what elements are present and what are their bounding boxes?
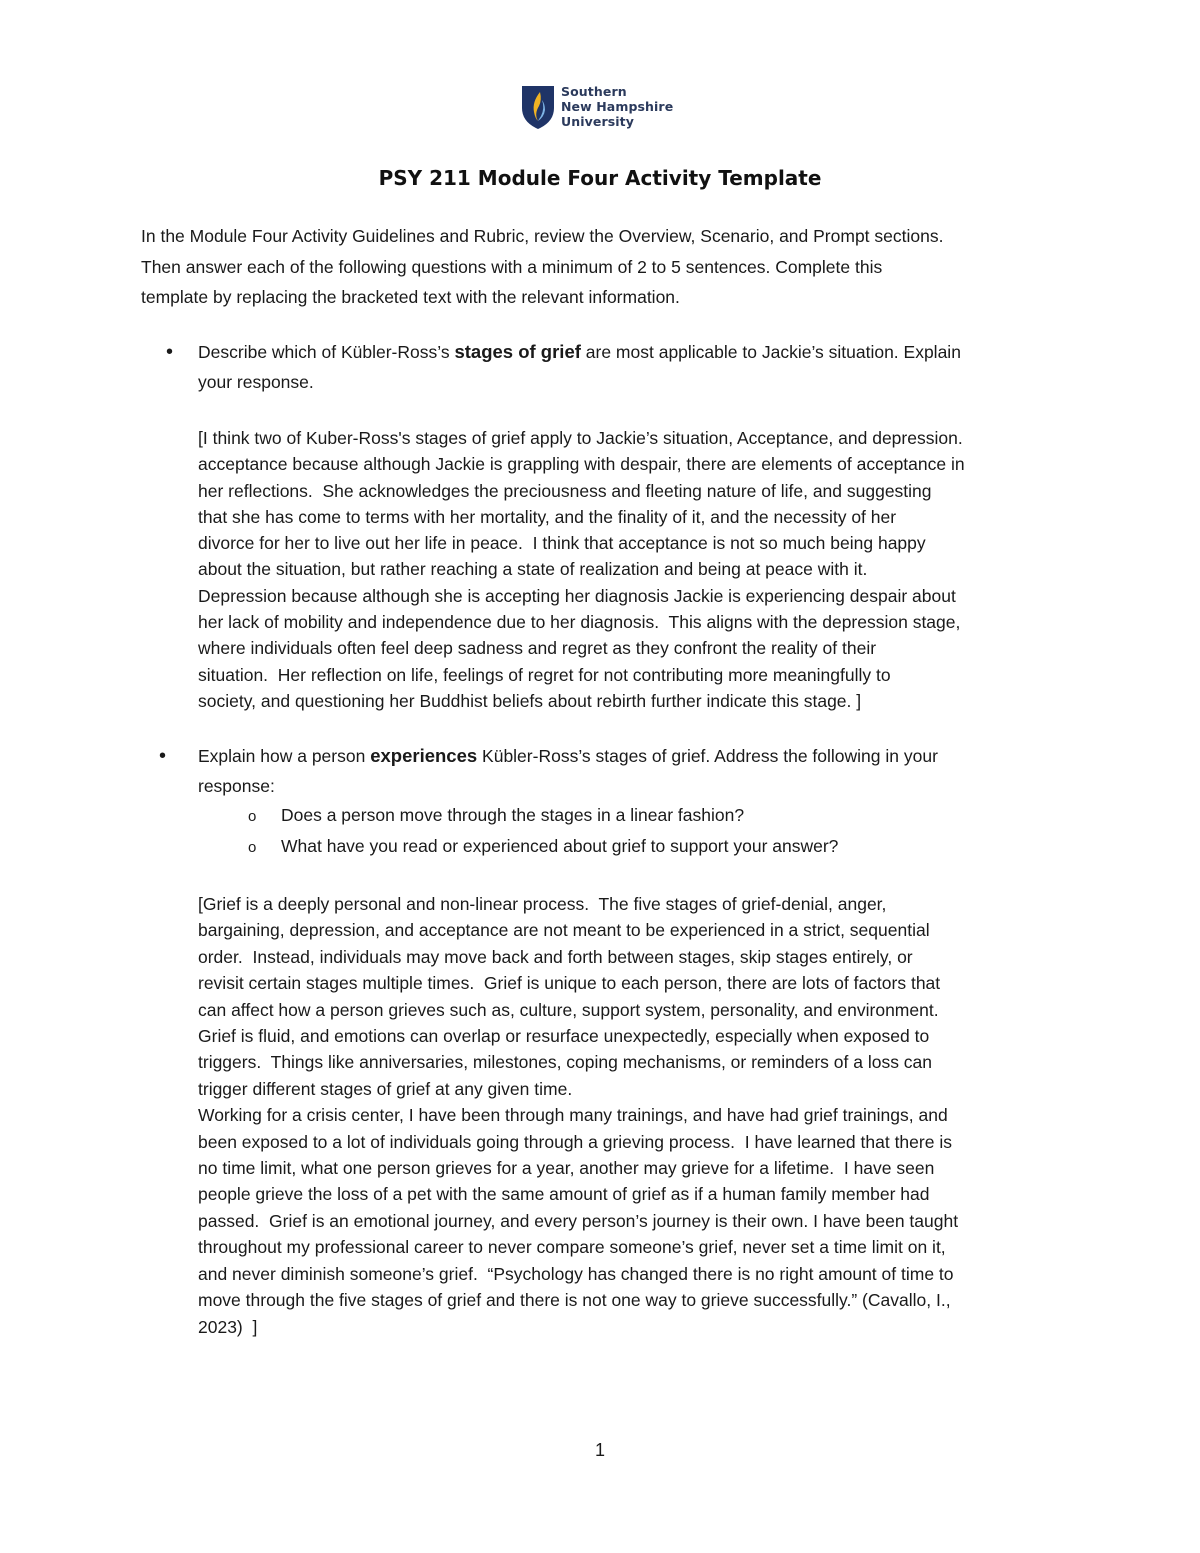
answer-line: situation. Her reflection on life, feelings of regret for not contributing more meaningfully to xyxy=(198,664,891,685)
answer-line: move through the five stages of grief and there is not one way to grieve successfully.” (Cavallo, I., xyxy=(198,1290,951,1311)
answer-line: 2023) ] xyxy=(198,1316,258,1337)
answer-line: [I think two of Kuber-Ross's stages of grief apply to Jackie’s situation, Acceptance, and depression. xyxy=(198,428,963,448)
question-2-line-2: response: xyxy=(198,776,275,796)
answer-line: her reflections. She acknowledges the preciousness and fleeting nature of life, and suggesting xyxy=(198,480,932,501)
logo-line-2: New Hampshire xyxy=(561,99,674,114)
intro-line: Then answer each of the following questions with a minimum of 2 to 5 sentences. Complete this xyxy=(141,256,883,277)
answer-line: Grief is fluid, and emotions can overlap or resurface unexpectedly, especially when exposed to xyxy=(198,1026,930,1047)
answer-line: passed. Grief is an emotional journey, and every person’s journey is their own. I have been taught xyxy=(198,1210,959,1231)
question-1-text: Describe which of Kübler-Ross’s xyxy=(198,342,455,362)
answer-line: divorce for her to live out her life in peace. I think that acceptance is not so much being happy xyxy=(198,533,926,554)
answer-line: order. Instead, individuals may move back and forth between stages, skip stages entirely, or xyxy=(198,946,913,967)
bullet-icon: • xyxy=(166,341,174,363)
answer-line: revisit certain stages multiple times. Grief is unique to each person, there are lots of factors that xyxy=(198,973,941,994)
university-logo xyxy=(521,84,686,134)
answer-line: triggers. Things like anniversaries, milestones, coping mechanisms, or reminders of a loss can xyxy=(198,1052,933,1073)
answer-2 xyxy=(198,891,1078,1340)
answer-line: and never diminish someone’s grief. “Psychology has changed there is no right amount of time to xyxy=(198,1263,954,1284)
answer-line: her lack of mobility and independence due to her diagnosis. This aligns with the depression stage, xyxy=(198,612,961,633)
page-number: 1 xyxy=(594,1440,605,1460)
answer-line: acceptance because although Jackie is grappling with despair, there are elements of acceptance in xyxy=(198,454,965,475)
logo-wordmark xyxy=(561,84,673,129)
answer-line: [Grief is a deeply personal and non-linear process. The five stages of grief-denial, anger, xyxy=(198,894,887,914)
sub-question-2: What have you read or experienced about grief to support your answer? xyxy=(281,836,839,856)
answer-line: throughout my professional career to never compare someone’s grief, never set a time limit on it, xyxy=(198,1237,946,1258)
answer-line: Working for a crisis center, I have been through many trainings, and have had grief trainings, and xyxy=(198,1105,948,1126)
sub-question-1: Does a person move through the stages in a linear fashion? xyxy=(281,805,745,825)
sub-bullet-icon: o xyxy=(248,839,257,856)
question-1-text: are most applicable to Jackie’s situation. Explain xyxy=(580,342,961,362)
question-1-line-1 xyxy=(198,337,1068,367)
question-2 xyxy=(198,741,1068,801)
answer-line: about the situation, but rather reaching a state of realization and being at peace with it. xyxy=(198,559,868,580)
answer-1 xyxy=(198,425,1078,714)
question-2-emphasis: experiences xyxy=(370,745,478,766)
answer-line: people grieve the loss of a pet with the same amount of grief as if a human family member had xyxy=(198,1184,930,1205)
page-title: PSY 211 Module Four Activity Template xyxy=(378,166,822,190)
logo-line-1: Southern xyxy=(561,84,627,99)
intro-paragraph xyxy=(141,221,1071,313)
question-1-line-2: your response. xyxy=(198,372,314,392)
question-2-text: Explain how a person xyxy=(198,746,371,766)
question-2-line-1 xyxy=(198,741,1068,771)
logo-line-3: University xyxy=(561,114,634,129)
answer-line: where individuals often feel deep sadness and regret as they confront the reality of their xyxy=(198,638,877,659)
answer-line: that she has come to terms with her mortality, and the finality of it, and the necessity of her xyxy=(198,506,897,527)
answer-line: no time limit, what one person grieves for a year, another may grieve for a lifetime. I have seen xyxy=(198,1158,935,1179)
intro-line: template by replacing the bracketed text with the relevant information. xyxy=(141,287,680,307)
intro-line: In the Module Four Activity Guidelines and Rubric, review the Overview, Scenario, and Prompt sections. xyxy=(141,226,944,246)
answer-line: can affect how a person grieves such as, culture, support system, personality, and environment. xyxy=(198,999,939,1020)
answer-line: society, and questioning her Buddhist beliefs about rebirth further indicate this stage. ] xyxy=(198,690,862,711)
shield-flame-icon xyxy=(521,84,555,130)
answer-line: bargaining, depression, and acceptance are not meant to be experienced in a strict, sequential xyxy=(198,920,930,941)
question-1 xyxy=(198,337,1068,397)
sub-bullet-icon: o xyxy=(248,808,257,825)
question-2-text: Kübler-Ross’s stages of grief. Address the following in your xyxy=(477,746,938,766)
question-1-emphasis: stages of grief xyxy=(454,341,581,362)
answer-line: trigger different stages of grief at any given time. xyxy=(198,1078,573,1099)
answer-line: been exposed to a lot of individuals going through a grieving process. I have learned that there is xyxy=(198,1131,952,1152)
bullet-icon: • xyxy=(159,745,167,767)
answer-line: Depression because although she is accepting her diagnosis Jackie is experiencing despair about xyxy=(198,585,956,606)
